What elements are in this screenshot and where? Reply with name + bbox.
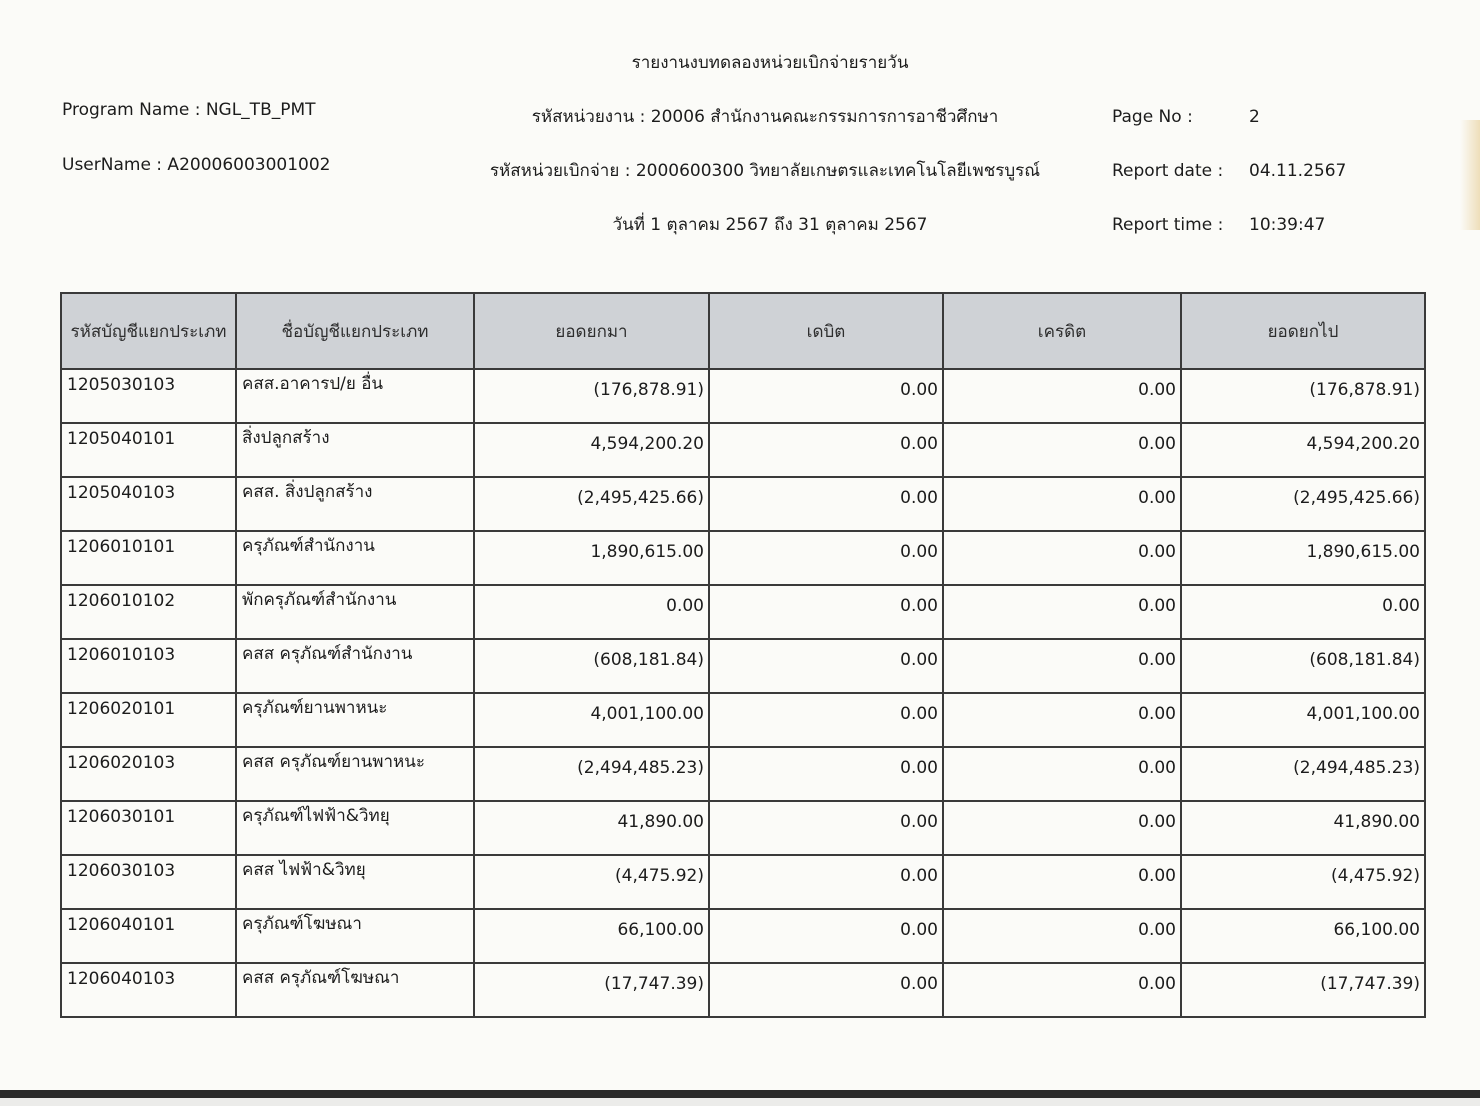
column-header-credit: เครดิต	[943, 293, 1181, 369]
cell-account-name: ครุภัณฑ์โฆษณา	[236, 909, 474, 963]
cell-closing-balance: (2,495,425.66)	[1181, 477, 1425, 531]
cell-credit: 0.00	[943, 693, 1181, 747]
cell-opening-balance: (2,495,425.66)	[474, 477, 709, 531]
cell-opening-balance: 66,100.00	[474, 909, 709, 963]
report-date-label: Report date :	[1112, 161, 1224, 181]
cell-opening-balance: 0.00	[474, 585, 709, 639]
cell-credit: 0.00	[943, 855, 1181, 909]
cell-opening-balance: (17,747.39)	[474, 963, 709, 1017]
cell-opening-balance: 1,890,615.00	[474, 531, 709, 585]
user-name: UserName : A20006003001002	[62, 155, 331, 175]
cell-debit: 0.00	[709, 963, 943, 1017]
table-row	[61, 423, 1425, 477]
cell-credit: 0.00	[943, 639, 1181, 693]
cell-account-name: พักครุภัณฑ์สำนักงาน	[236, 585, 474, 639]
cell-opening-balance: 4,001,100.00	[474, 693, 709, 747]
cell-debit: 0.00	[709, 747, 943, 801]
cell-closing-balance: 4,001,100.00	[1181, 693, 1425, 747]
cell-account-code: 1206030103	[61, 855, 236, 909]
cell-debit: 0.00	[709, 801, 943, 855]
cell-debit: 0.00	[709, 423, 943, 477]
cell-debit: 0.00	[709, 477, 943, 531]
table-row	[61, 639, 1425, 693]
table-header-row	[61, 293, 1425, 369]
cell-closing-balance: 66,100.00	[1181, 909, 1425, 963]
cell-account-name: สิ่งปลูกสร้าง	[236, 423, 474, 477]
report-date-value: 04.11.2567	[1249, 161, 1347, 181]
cell-closing-balance: (17,747.39)	[1181, 963, 1425, 1017]
cell-account-name: ครุภัณฑ์สำนักงาน	[236, 531, 474, 585]
cell-account-code: 1205040103	[61, 477, 236, 531]
cell-debit: 0.00	[709, 531, 943, 585]
cell-account-name: คสส ครุภัณฑ์ยานพาหนะ	[236, 747, 474, 801]
cell-account-name: ครุภัณฑ์ยานพาหนะ	[236, 693, 474, 747]
program-name: Program Name : NGL_TB_PMT	[62, 100, 316, 120]
cell-closing-balance: 41,890.00	[1181, 801, 1425, 855]
cell-opening-balance: (4,475.92)	[474, 855, 709, 909]
column-header-account-name: ชื่อบัญชีแยกประเภท	[236, 293, 474, 369]
trial-balance-table	[60, 292, 1426, 1018]
cell-account-code: 1206040103	[61, 963, 236, 1017]
column-header-opening-balance: ยอดยกมา	[474, 293, 709, 369]
cell-account-code: 1205030103	[61, 369, 236, 423]
cell-account-name: คสส ไฟฟ้า&วิทยุ	[236, 855, 474, 909]
cell-debit: 0.00	[709, 693, 943, 747]
report-time-label: Report time :	[1112, 215, 1224, 235]
page-no-label: Page No :	[1112, 107, 1193, 127]
column-header-debit: เดบิต	[709, 293, 943, 369]
cell-credit: 0.00	[943, 585, 1181, 639]
table-row	[61, 855, 1425, 909]
table-row	[61, 693, 1425, 747]
cell-debit: 0.00	[709, 585, 943, 639]
cell-account-code: 1206010103	[61, 639, 236, 693]
agency-line: รหัสหน่วยงาน : 20006 สำนักงานคณะกรรมการการอาชีวศึกษา	[531, 107, 999, 127]
cell-account-code: 1206010101	[61, 531, 236, 585]
cell-credit: 0.00	[943, 423, 1181, 477]
table-row	[61, 801, 1425, 855]
cell-closing-balance: 1,890,615.00	[1181, 531, 1425, 585]
cell-closing-balance: (2,494,485.23)	[1181, 747, 1425, 801]
cell-account-code: 1206010102	[61, 585, 236, 639]
cell-account-code: 1206020101	[61, 693, 236, 747]
cell-account-name: คสส ครุภัณฑ์โฆษณา	[236, 963, 474, 1017]
cell-account-name: คสส.อาคารป/ย อื่น	[236, 369, 474, 423]
cell-account-name: คสส ครุภัณฑ์สำนักงาน	[236, 639, 474, 693]
cell-debit: 0.00	[709, 909, 943, 963]
table-row	[61, 747, 1425, 801]
column-header-closing-balance: ยอดยกไป	[1181, 293, 1425, 369]
cell-closing-balance: (608,181.84)	[1181, 639, 1425, 693]
cell-opening-balance: (176,878.91)	[474, 369, 709, 423]
cell-opening-balance: 41,890.00	[474, 801, 709, 855]
cell-opening-balance: (2,494,485.23)	[474, 747, 709, 801]
cell-credit: 0.00	[943, 747, 1181, 801]
cell-closing-balance: (176,878.91)	[1181, 369, 1425, 423]
table-row	[61, 531, 1425, 585]
cell-account-code: 1206020103	[61, 747, 236, 801]
cell-credit: 0.00	[943, 369, 1181, 423]
cell-credit: 0.00	[943, 531, 1181, 585]
report-title: รายงานงบทดลองหน่วยเบิกจ่ายรายวัน	[631, 53, 909, 73]
cell-account-code: 1206040101	[61, 909, 236, 963]
cell-debit: 0.00	[709, 369, 943, 423]
table-row	[61, 909, 1425, 963]
cell-closing-balance: 0.00	[1181, 585, 1425, 639]
cell-account-name: คสส. สิ่งปลูกสร้าง	[236, 477, 474, 531]
page-no-value: 2	[1249, 107, 1260, 127]
table-row	[61, 477, 1425, 531]
disbursing-unit-line: รหัสหน่วยเบิกจ่าย : 2000600300 วิทยาลัยเกษตรและเทคโนโลยีเพชรบูรณ์	[489, 161, 1041, 181]
cell-debit: 0.00	[709, 639, 943, 693]
table-row	[61, 369, 1425, 423]
cell-account-code: 1205040101	[61, 423, 236, 477]
table-row	[61, 585, 1425, 639]
cell-credit: 0.00	[943, 477, 1181, 531]
date-range: วันที่ 1 ตุลาคม 2567 ถึง 31 ตุลาคม 2567	[612, 215, 928, 235]
cell-account-code: 1206030101	[61, 801, 236, 855]
table-row	[61, 963, 1425, 1017]
cell-credit: 0.00	[943, 801, 1181, 855]
cell-closing-balance: 4,594,200.20	[1181, 423, 1425, 477]
cell-account-name: ครุภัณฑ์ไฟฟ้า&วิทยุ	[236, 801, 474, 855]
cell-opening-balance: (608,181.84)	[474, 639, 709, 693]
report-time-value: 10:39:47	[1249, 215, 1326, 235]
cell-debit: 0.00	[709, 855, 943, 909]
cell-credit: 0.00	[943, 909, 1181, 963]
cell-credit: 0.00	[943, 963, 1181, 1017]
cell-opening-balance: 4,594,200.20	[474, 423, 709, 477]
column-header-account-code: รหัสบัญชีแยกประเภท	[61, 293, 236, 369]
page-edge-shadow	[1460, 120, 1480, 230]
cell-closing-balance: (4,475.92)	[1181, 855, 1425, 909]
